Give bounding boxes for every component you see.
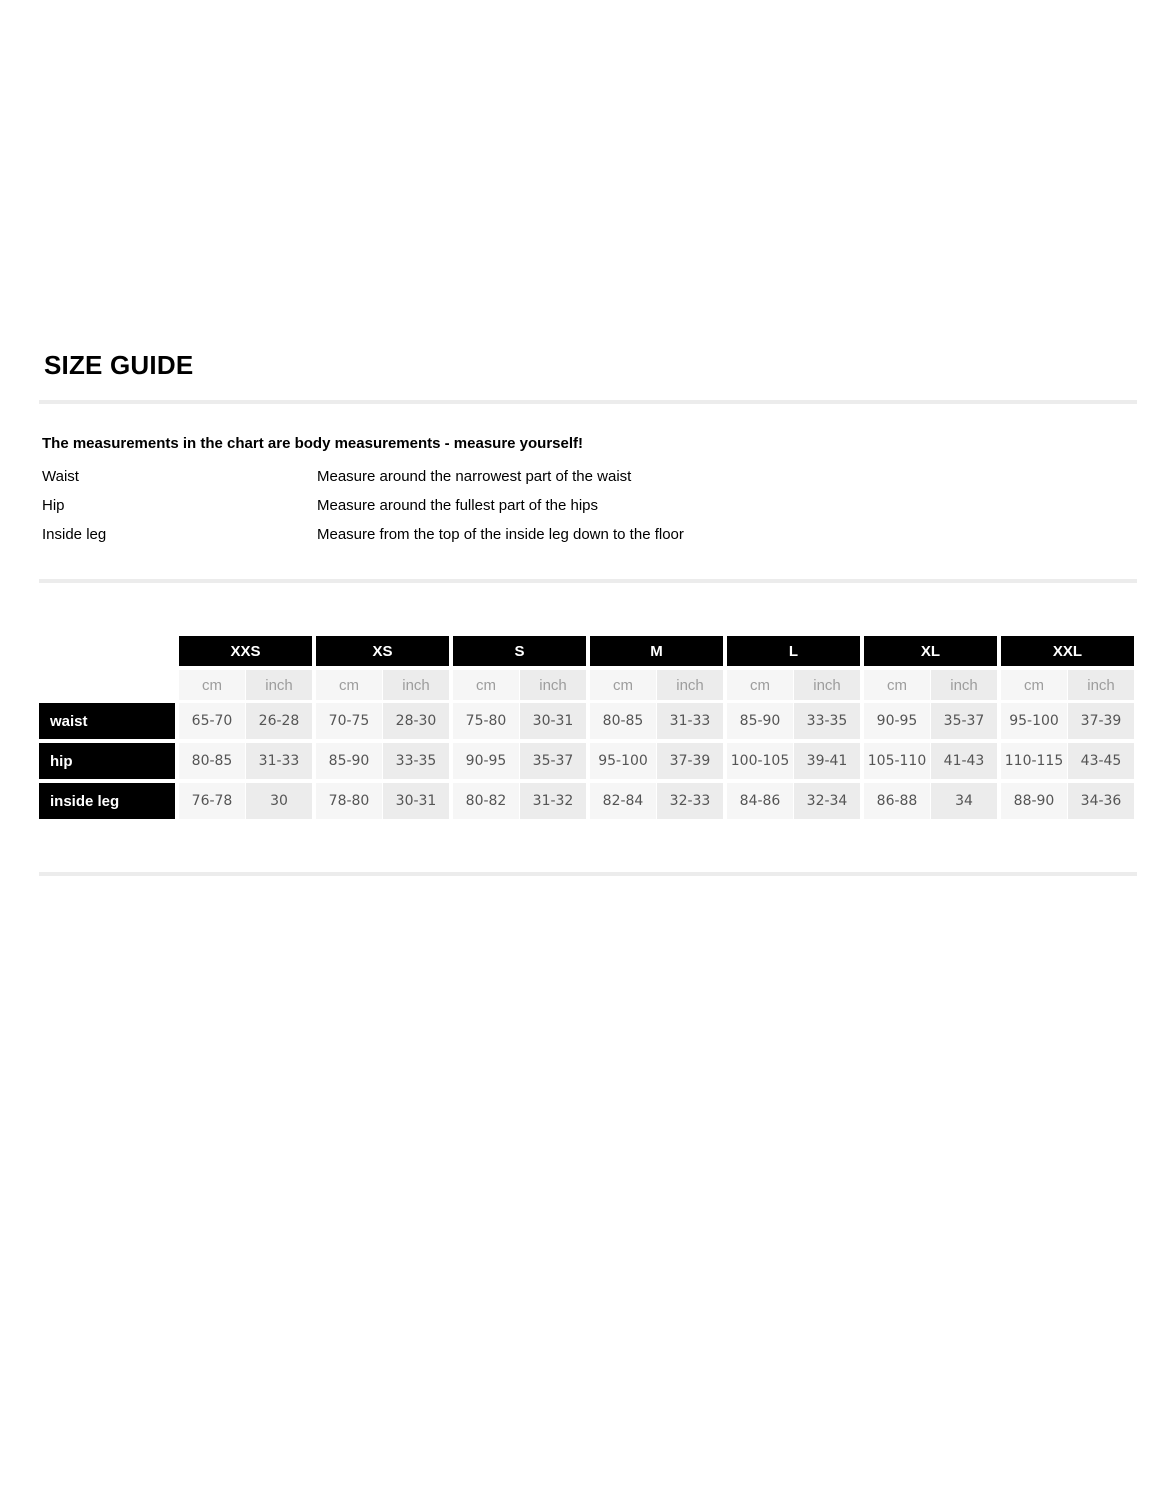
divider bbox=[39, 872, 1137, 876]
table-cell: 76-78 bbox=[179, 783, 245, 819]
table-cell: 100-105 bbox=[727, 743, 793, 779]
measurement-term: Waist bbox=[42, 468, 79, 485]
unit-header-inch: inch bbox=[383, 670, 449, 700]
unit-header-inch: inch bbox=[657, 670, 723, 700]
table-cell: 43-45 bbox=[1068, 743, 1134, 779]
measurement-row-inside-leg bbox=[42, 526, 1042, 546]
table-cell: 26-28 bbox=[246, 703, 312, 739]
measurement-description: Measure around the narrowest part of the waist bbox=[317, 468, 632, 485]
size-chart-table bbox=[39, 636, 1135, 820]
size-header-xxs: XXS bbox=[179, 636, 312, 666]
unit-header-inch: inch bbox=[931, 670, 997, 700]
table-cell: 37-39 bbox=[657, 743, 723, 779]
measurement-row-hip bbox=[42, 497, 1042, 517]
unit-header-cm: cm bbox=[590, 670, 656, 700]
row-label-inside-leg: inside leg bbox=[39, 783, 175, 819]
table-cell: 31-33 bbox=[246, 743, 312, 779]
table-cell: 33-35 bbox=[794, 703, 860, 739]
unit-header-cm: cm bbox=[316, 670, 382, 700]
size-header-l: L bbox=[727, 636, 860, 666]
table-cell: 30 bbox=[246, 783, 312, 819]
size-header-xxl: XXL bbox=[1001, 636, 1134, 666]
table-cell: 34-36 bbox=[1068, 783, 1134, 819]
measurement-description: Measure around the fullest part of the hips bbox=[317, 497, 599, 514]
page-title: SIZE GUIDE bbox=[44, 350, 194, 380]
table-cell: 75-80 bbox=[453, 703, 519, 739]
table-cell: 80-85 bbox=[179, 743, 245, 779]
row-label-hip: hip bbox=[39, 743, 175, 779]
unit-header-cm: cm bbox=[453, 670, 519, 700]
table-cell: 39-41 bbox=[794, 743, 860, 779]
unit-header-inch: inch bbox=[246, 670, 312, 700]
unit-header-cm: cm bbox=[727, 670, 793, 700]
table-cell: 30-31 bbox=[383, 783, 449, 819]
table-cell: 35-37 bbox=[520, 743, 586, 779]
table-cell: 34 bbox=[931, 783, 997, 819]
table-cell: 85-90 bbox=[316, 743, 382, 779]
table-cell: 31-33 bbox=[657, 703, 723, 739]
measurement-intro: The measurements in the chart are body measurements - measure yourself! bbox=[42, 435, 584, 452]
table-cell: 70-75 bbox=[316, 703, 382, 739]
unit-header-cm: cm bbox=[864, 670, 930, 700]
size-header-xs: XS bbox=[316, 636, 449, 666]
size-header-xl: XL bbox=[864, 636, 997, 666]
measurement-description: Measure from the top of the inside leg down to the floor bbox=[317, 526, 684, 543]
table-cell: 31-32 bbox=[520, 783, 586, 819]
unit-header-cm: cm bbox=[1001, 670, 1067, 700]
table-cell: 90-95 bbox=[453, 743, 519, 779]
table-cell: 85-90 bbox=[727, 703, 793, 739]
table-cell: 84-86 bbox=[727, 783, 793, 819]
table-cell: 37-39 bbox=[1068, 703, 1134, 739]
unit-header-cm: cm bbox=[179, 670, 245, 700]
unit-header-inch: inch bbox=[794, 670, 860, 700]
size-header-s: S bbox=[453, 636, 586, 666]
table-cell: 41-43 bbox=[931, 743, 997, 779]
table-cell: 82-84 bbox=[590, 783, 656, 819]
size-header-m: M bbox=[590, 636, 723, 666]
measurement-term: Hip bbox=[42, 497, 65, 514]
unit-header-inch: inch bbox=[1068, 670, 1134, 700]
divider bbox=[39, 579, 1137, 583]
table-cell: 86-88 bbox=[864, 783, 930, 819]
table-cell: 65-70 bbox=[179, 703, 245, 739]
table-cell: 78-80 bbox=[316, 783, 382, 819]
table-cell: 33-35 bbox=[383, 743, 449, 779]
row-label-waist: waist bbox=[39, 703, 175, 739]
table-cell: 32-33 bbox=[657, 783, 723, 819]
table-cell: 28-30 bbox=[383, 703, 449, 739]
divider bbox=[39, 400, 1137, 404]
table-cell: 95-100 bbox=[1001, 703, 1067, 739]
table-cell: 88-90 bbox=[1001, 783, 1067, 819]
table-cell: 105-110 bbox=[864, 743, 930, 779]
table-cell: 95-100 bbox=[590, 743, 656, 779]
table-cell: 80-85 bbox=[590, 703, 656, 739]
table-cell: 30-31 bbox=[520, 703, 586, 739]
table-cell: 90-95 bbox=[864, 703, 930, 739]
table-cell: 110-115 bbox=[1001, 743, 1067, 779]
measurement-term: Inside leg bbox=[42, 526, 107, 543]
unit-header-inch: inch bbox=[520, 670, 586, 700]
measurement-row-waist bbox=[42, 468, 1042, 488]
table-cell: 32-34 bbox=[794, 783, 860, 819]
table-cell: 80-82 bbox=[453, 783, 519, 819]
table-cell: 35-37 bbox=[931, 703, 997, 739]
